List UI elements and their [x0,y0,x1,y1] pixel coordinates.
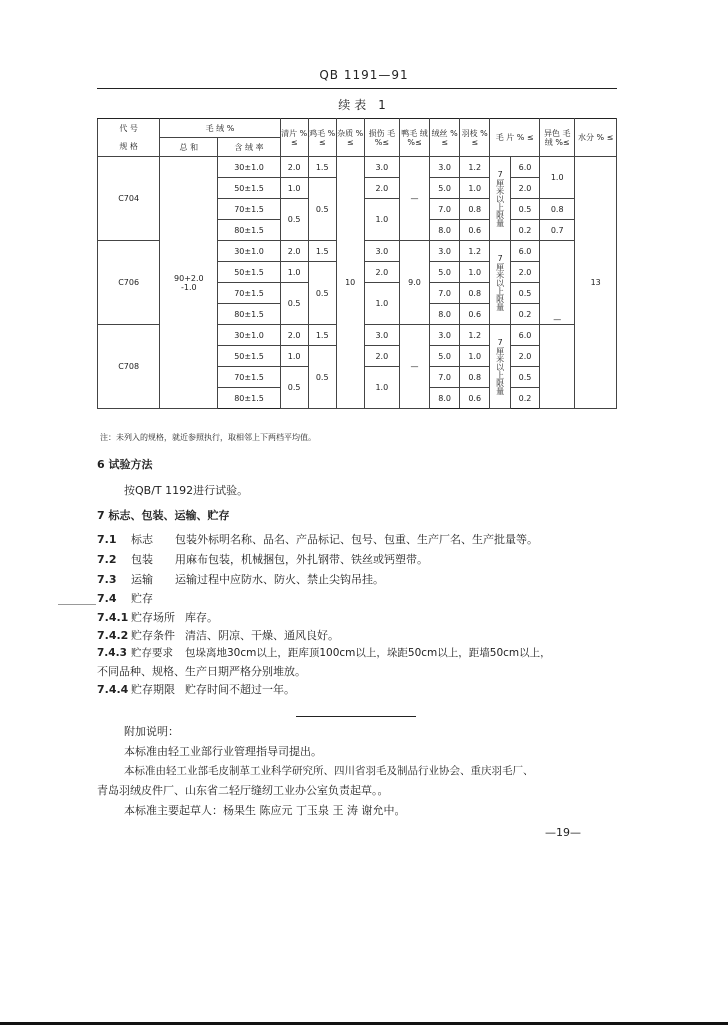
filament-cell: 7.0 [430,199,460,220]
quill-cell: 1.2 [460,157,490,178]
feather-cell: 0.2 [511,220,540,241]
damaged-cell: 3.0 [364,157,399,178]
quill-cell: 1.0 [460,262,490,283]
quill-cell: 0.6 [460,304,490,325]
damaged-cell: 1.0 [364,367,399,409]
quill-cell: 1.2 [460,325,490,346]
table-title: 续表 1 [338,98,390,112]
damaged-cell: 1.0 [364,283,399,325]
item-7-2: 7.2 包装 用麻布包装，机械捆包，外扎钢带、铁丝或钙塑带。 [97,553,428,566]
code-c706: C706 [98,241,160,325]
table-note: 注：未列入的规格，就近参照执行，取相邻上下两档平均值。 [100,433,316,442]
feather-cell: 0.5 [511,367,540,388]
feather-cell: 0.2 [511,304,540,325]
color-empty-c708 [540,325,575,409]
filament-cell: 7.0 [430,283,460,304]
filament-cell: 8.0 [430,304,460,325]
filament-cell: 7.0 [430,367,460,388]
chicken-cell: 0.5 [308,178,336,241]
col-duck-down: 鸭毛 绒 %≤ [399,119,429,157]
total-cell: 90+2.0 -1.0 [160,157,218,409]
appendix-title: 附加说明： [124,725,179,738]
flakes-cell: 1.0 [280,178,308,199]
damaged-cell: 3.0 [364,241,399,262]
duck-dash-c708: — [399,325,429,409]
col-code-spec: 代 号 规 格 [98,119,160,157]
quill-cell: 1.2 [460,241,490,262]
header-rule [97,88,617,89]
damaged-cell: 3.0 [364,325,399,346]
appendix-line3: 本标准主要起草人：杨果生 陈应元 丁玉泉 王 涛 谢允中。 [124,804,406,817]
chicken-cell: 0.5 [308,346,336,409]
rate-cell: 80±1.5 [218,388,280,409]
col-down-rate: 含 绒 率 [218,138,280,157]
chicken-cell: 0.5 [308,262,336,325]
flakes-cell: 2.0 [280,157,308,178]
section6-body: 按QB/T 1192进行试验。 [124,484,249,497]
impurities-cell: 10 [336,157,364,409]
rate-cell: 80±1.5 [218,220,280,241]
feather-cell: 0.5 [511,283,540,304]
col-impurities: 杂质 % ≤ [336,119,364,157]
rate-cell: 50±1.5 [218,262,280,283]
duck-dash-c704: — [399,157,429,241]
feather-label-c704: 7厘米以上限量 [490,157,511,241]
filament-cell: 5.0 [430,262,460,283]
section7-heading: 7 标志、包装、运输、贮存 [97,509,230,522]
item-7-4-1: 7.4.1 贮存场所 库存。 [97,611,218,624]
chicken-cell: 1.5 [308,241,336,262]
col-color: 异色 毛绒 %≤ [540,119,575,157]
rate-cell: 70±1.5 [218,367,280,388]
col-down: 毛 绒 % [160,119,280,138]
page-number: —19— [545,826,581,839]
chicken-cell: 1.5 [308,325,336,346]
code-c708: C708 [98,325,160,409]
appendix-line2b: 青岛羽绒皮件厂、山东省二轻厅缝纫工业办公室负责起草。。 [97,784,389,797]
feather-cell: 6.0 [511,241,540,262]
filament-cell: 3.0 [430,157,460,178]
quill-cell: 0.8 [460,367,490,388]
feather-cell: 0.2 [511,388,540,409]
moisture-cell: 13 [575,157,617,409]
item-7-1: 7.1 标志 包装外标明名称、品名、产品标记、包号、包重、生产厂名、生产批量等。 [97,533,538,546]
item-7-4-3-continuation: 不同品种、规格、生产日期严格分别堆放。 [97,665,306,678]
rate-cell: 30±1.0 [218,325,280,346]
color-cell: 1.0 [540,157,575,199]
rate-cell: 50±1.5 [218,178,280,199]
col-feather: 毛 片 % ≤ [490,119,540,157]
margin-mark [58,604,96,605]
filament-cell: 8.0 [430,220,460,241]
color-cell: 0.8 [540,199,575,220]
quill-cell: 0.8 [460,283,490,304]
col-flakes: 清片 % ≤ [280,119,308,157]
feather-label-c708: 7厘米以上限量 [490,325,511,409]
feather-cell: 6.0 [511,325,540,346]
item-7-4: 7.4 贮存 [97,592,153,605]
flakes-cell: 2.0 [280,241,308,262]
item-7-3: 7.3 运输 运输过程中应防水、防火、禁止尖钩吊挂。 [97,573,384,586]
spec-table [97,118,617,409]
rate-cell: 70±1.5 [218,199,280,220]
rate-cell: 50±1.5 [218,346,280,367]
flakes-cell: 2.0 [280,325,308,346]
flakes-cell: 0.5 [280,367,308,409]
damaged-cell: 2.0 [364,178,399,199]
filament-cell: 8.0 [430,388,460,409]
damaged-cell: 2.0 [364,346,399,367]
flakes-cell: 0.5 [280,199,308,241]
section6-heading: 6 试验方法 [97,458,153,471]
damaged-cell: 1.0 [364,199,399,241]
filament-cell: 5.0 [430,346,460,367]
feather-label-c706: 7厘米以上限量 [490,241,511,325]
col-moisture: 水分 % ≤ [575,119,617,157]
col-quill: 羽枝 % ≤ [460,119,490,157]
rate-cell: 70±1.5 [218,283,280,304]
filament-cell: 3.0 [430,325,460,346]
item-7-4-4: 7.4.4 贮存期限 贮存时间不超过一年。 [97,683,295,696]
code-c704: C704 [98,157,160,241]
filament-cell: 5.0 [430,178,460,199]
standard-code: QB 1191—91 [319,68,409,82]
quill-cell: 1.0 [460,178,490,199]
rate-cell: 30±1.0 [218,157,280,178]
col-damaged: 损伤 毛 %≤ [364,119,399,157]
rate-cell: 80±1.5 [218,304,280,325]
chicken-cell: 1.5 [308,157,336,178]
item-7-4-2: 7.4.2 贮存条件 清洁、阴凉、干燥、通风良好。 [97,629,339,642]
filament-cell: 3.0 [430,241,460,262]
damaged-cell: 2.0 [364,262,399,283]
feather-cell: 6.0 [511,157,540,178]
quill-cell: 0.8 [460,199,490,220]
feather-cell: 0.5 [511,199,540,220]
col-filament: 绒丝 % ≤ [430,119,460,157]
duck-down-cell: 9.0 [399,241,429,325]
quill-cell: 0.6 [460,388,490,409]
end-rule [296,716,416,717]
quill-cell: 1.0 [460,346,490,367]
flakes-cell: 1.0 [280,262,308,283]
appendix-line1: 本标准由轻工业部行业管理指导司提出。 [124,745,322,758]
flakes-cell: 0.5 [280,283,308,325]
feather-cell: 2.0 [511,262,540,283]
feather-cell: 2.0 [511,346,540,367]
feather-cell: 2.0 [511,178,540,199]
col-chicken: 鸡毛 % ≤ [308,119,336,157]
flakes-cell: 1.0 [280,346,308,367]
appendix-line2a: 本标准由轻工业部毛皮制革工业科学研究所、四川省羽毛及制品行业协会、重庆羽毛厂、 [124,765,534,777]
color-cell: 0.7 [540,220,575,241]
rate-cell: 30±1.0 [218,241,280,262]
col-total: 总 和 [160,138,218,157]
item-7-4-3: 7.4.3 贮存要求 包垛离地30cm以上，距库顶100cm以上，垛距50cm以上，距墙50cm以上， [97,647,551,659]
quill-cell: 0.6 [460,220,490,241]
color-dash-c706: — [540,241,575,325]
